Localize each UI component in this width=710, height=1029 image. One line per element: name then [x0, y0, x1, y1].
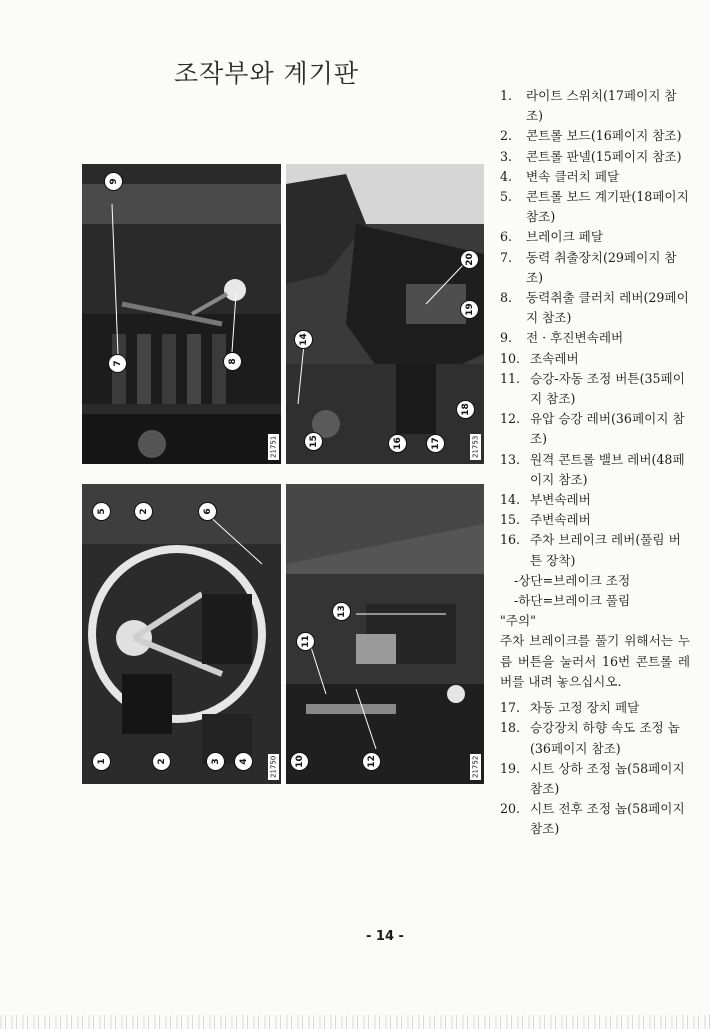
callout-1: 1	[92, 752, 111, 771]
callout-14: 14	[294, 330, 313, 349]
legend-item	[500, 248, 690, 288]
note-body: 주차 브레이크를 풀기 위해서는 누름 버튼을 눌러서 16번 콘트롤 레버를 내려 놓으십시오.	[500, 633, 690, 689]
page-number: - 14 -	[366, 929, 404, 944]
callout-2: 2	[134, 502, 153, 521]
legend-item-number: 5.	[500, 189, 513, 205]
callout-3: 3	[206, 752, 225, 771]
legend-item-text: 부변속레버	[530, 492, 591, 508]
legend-item-text: 콘트롤 판넬(15페이지 참조)	[526, 148, 682, 164]
legend-item-text: 주변속레버	[530, 512, 591, 528]
legend-item	[500, 718, 690, 758]
legend-item	[500, 187, 690, 227]
legend-item-number: 7.	[500, 249, 513, 265]
callout-6: 6	[198, 502, 217, 521]
legend-item-text: 변속 클러치 페달	[526, 168, 620, 184]
legend-item-text: 승강장치 하향 속도 조정 놉(36페이지 참조)	[530, 720, 680, 756]
legend-item-number: 16.	[500, 532, 521, 548]
photo-code: 21752	[471, 755, 480, 779]
legend-item-number: 18.	[500, 720, 521, 736]
callout-11: 11	[296, 632, 315, 651]
legend-item-number: 20.	[500, 801, 521, 817]
legend-item-number: 11.	[500, 370, 521, 386]
legend-item-number: 10.	[500, 350, 521, 366]
legend-item-text: 전 · 후진변속레버	[526, 330, 624, 346]
legend-item	[500, 759, 690, 799]
legend-item	[500, 369, 690, 409]
legend-item-text: 시트 상하 조정 놉(58페이지 참조)	[530, 760, 685, 796]
legend-item	[500, 799, 690, 839]
legend-item-number: 15.	[500, 512, 521, 528]
legend-item	[500, 147, 690, 167]
photo-hydraulic-levers	[286, 484, 484, 784]
legend-item	[500, 288, 690, 328]
legend-item-text: 유압 승강 레버(36페이지 참조)	[530, 411, 685, 447]
scan-artifact	[0, 1015, 710, 1029]
photo-gear-levers-image	[82, 164, 281, 464]
sub-item: -상단=브레이크 조정	[514, 572, 631, 588]
callout-10: 10	[290, 752, 309, 771]
callout-18: 18	[456, 400, 475, 419]
legend-item	[500, 227, 690, 247]
photo-steering-wheel	[82, 484, 281, 784]
callout-4: 4	[234, 752, 253, 771]
legend-item-text: 승강-자동 조정 버튼(35페이지 참조)	[530, 370, 685, 407]
photo-seat	[286, 164, 484, 464]
callout-16: 16	[388, 434, 407, 453]
callout-15: 15	[304, 432, 323, 451]
legend-item-text: 동력취출 클러치 레버(29페이지 참조)	[526, 290, 689, 326]
legend-item	[500, 490, 690, 510]
legend-item-text: 조속레버	[530, 350, 579, 366]
callout-19: 19	[460, 300, 479, 319]
legend-item-text: 콘트롤 보드 계기판(18페이지 참조)	[526, 189, 689, 225]
legend-item	[500, 450, 690, 490]
legend-item	[500, 126, 690, 146]
callout-13: 13	[332, 602, 351, 621]
page-title: 조작부와 계기판	[174, 59, 359, 88]
legend-item-number: 14.	[500, 492, 521, 508]
photo-steering-wheel-image	[82, 484, 281, 784]
legend-item-number: 8.	[500, 290, 513, 306]
legend-item	[500, 86, 690, 126]
legend-item	[500, 167, 690, 187]
callout-17: 17	[426, 434, 445, 453]
legend-item-text: 라이트 스위치(17페이지 참조)	[526, 88, 677, 124]
callout-12: 12	[362, 752, 381, 771]
callout-5: 5	[92, 502, 111, 521]
legend-item-number: 19.	[500, 760, 521, 776]
legend-item	[500, 409, 690, 449]
callout-7: 7	[108, 354, 127, 373]
callout-9: 9	[104, 172, 123, 191]
legend-item	[500, 530, 690, 570]
legend-item-text: 시트 전후 조정 놉(58페이지 참조)	[530, 801, 685, 837]
photo-seat-image	[286, 164, 484, 464]
legend-item-text: 동력 취출장치(29페이지 참조)	[526, 249, 677, 285]
legend-item	[500, 510, 690, 530]
legend-item-text: 차동 고정 장치 페달	[530, 700, 640, 716]
photo-hydraulic-levers-image	[286, 484, 484, 784]
legend-item-number: 2.	[500, 128, 513, 144]
legend-item-text: 브레이크 페달	[526, 229, 603, 245]
legend-item-text: 콘트롤 보드(16페이지 참조)	[526, 128, 682, 144]
legend-item-number: 1.	[500, 88, 513, 103]
legend-item-number: 12.	[500, 411, 521, 427]
callout-2b: 2	[152, 752, 171, 771]
note-heading: "주의"	[500, 613, 536, 629]
legend-item-number: 17.	[500, 700, 521, 716]
legend-item-text: 주차 브레이크 레버(풀림 버튼 장착)	[530, 532, 681, 568]
photo-code: 21750	[269, 755, 278, 779]
legend-item-number: 4.	[500, 168, 513, 184]
sub-item: -하단=브레이크 풀림	[514, 593, 631, 609]
photo-code: 21753	[471, 435, 480, 459]
photo-code: 21751	[269, 435, 278, 459]
legend-item-number: 6.	[500, 229, 513, 245]
legend-item	[500, 328, 690, 348]
legend-item	[500, 698, 690, 718]
callout-20: 20	[460, 250, 479, 269]
legend-item-number: 3.	[500, 148, 513, 164]
photo-gear-levers	[82, 164, 281, 464]
legend-item	[500, 349, 690, 369]
legend-item-text: 원격 콘트롤 밸브 레버(48페이지 참조)	[530, 451, 685, 487]
callout-8: 8	[223, 352, 242, 371]
legend-item-number: 13.	[500, 451, 521, 467]
legend-item-number: 9.	[500, 330, 513, 346]
control-legend-list	[500, 86, 690, 840]
